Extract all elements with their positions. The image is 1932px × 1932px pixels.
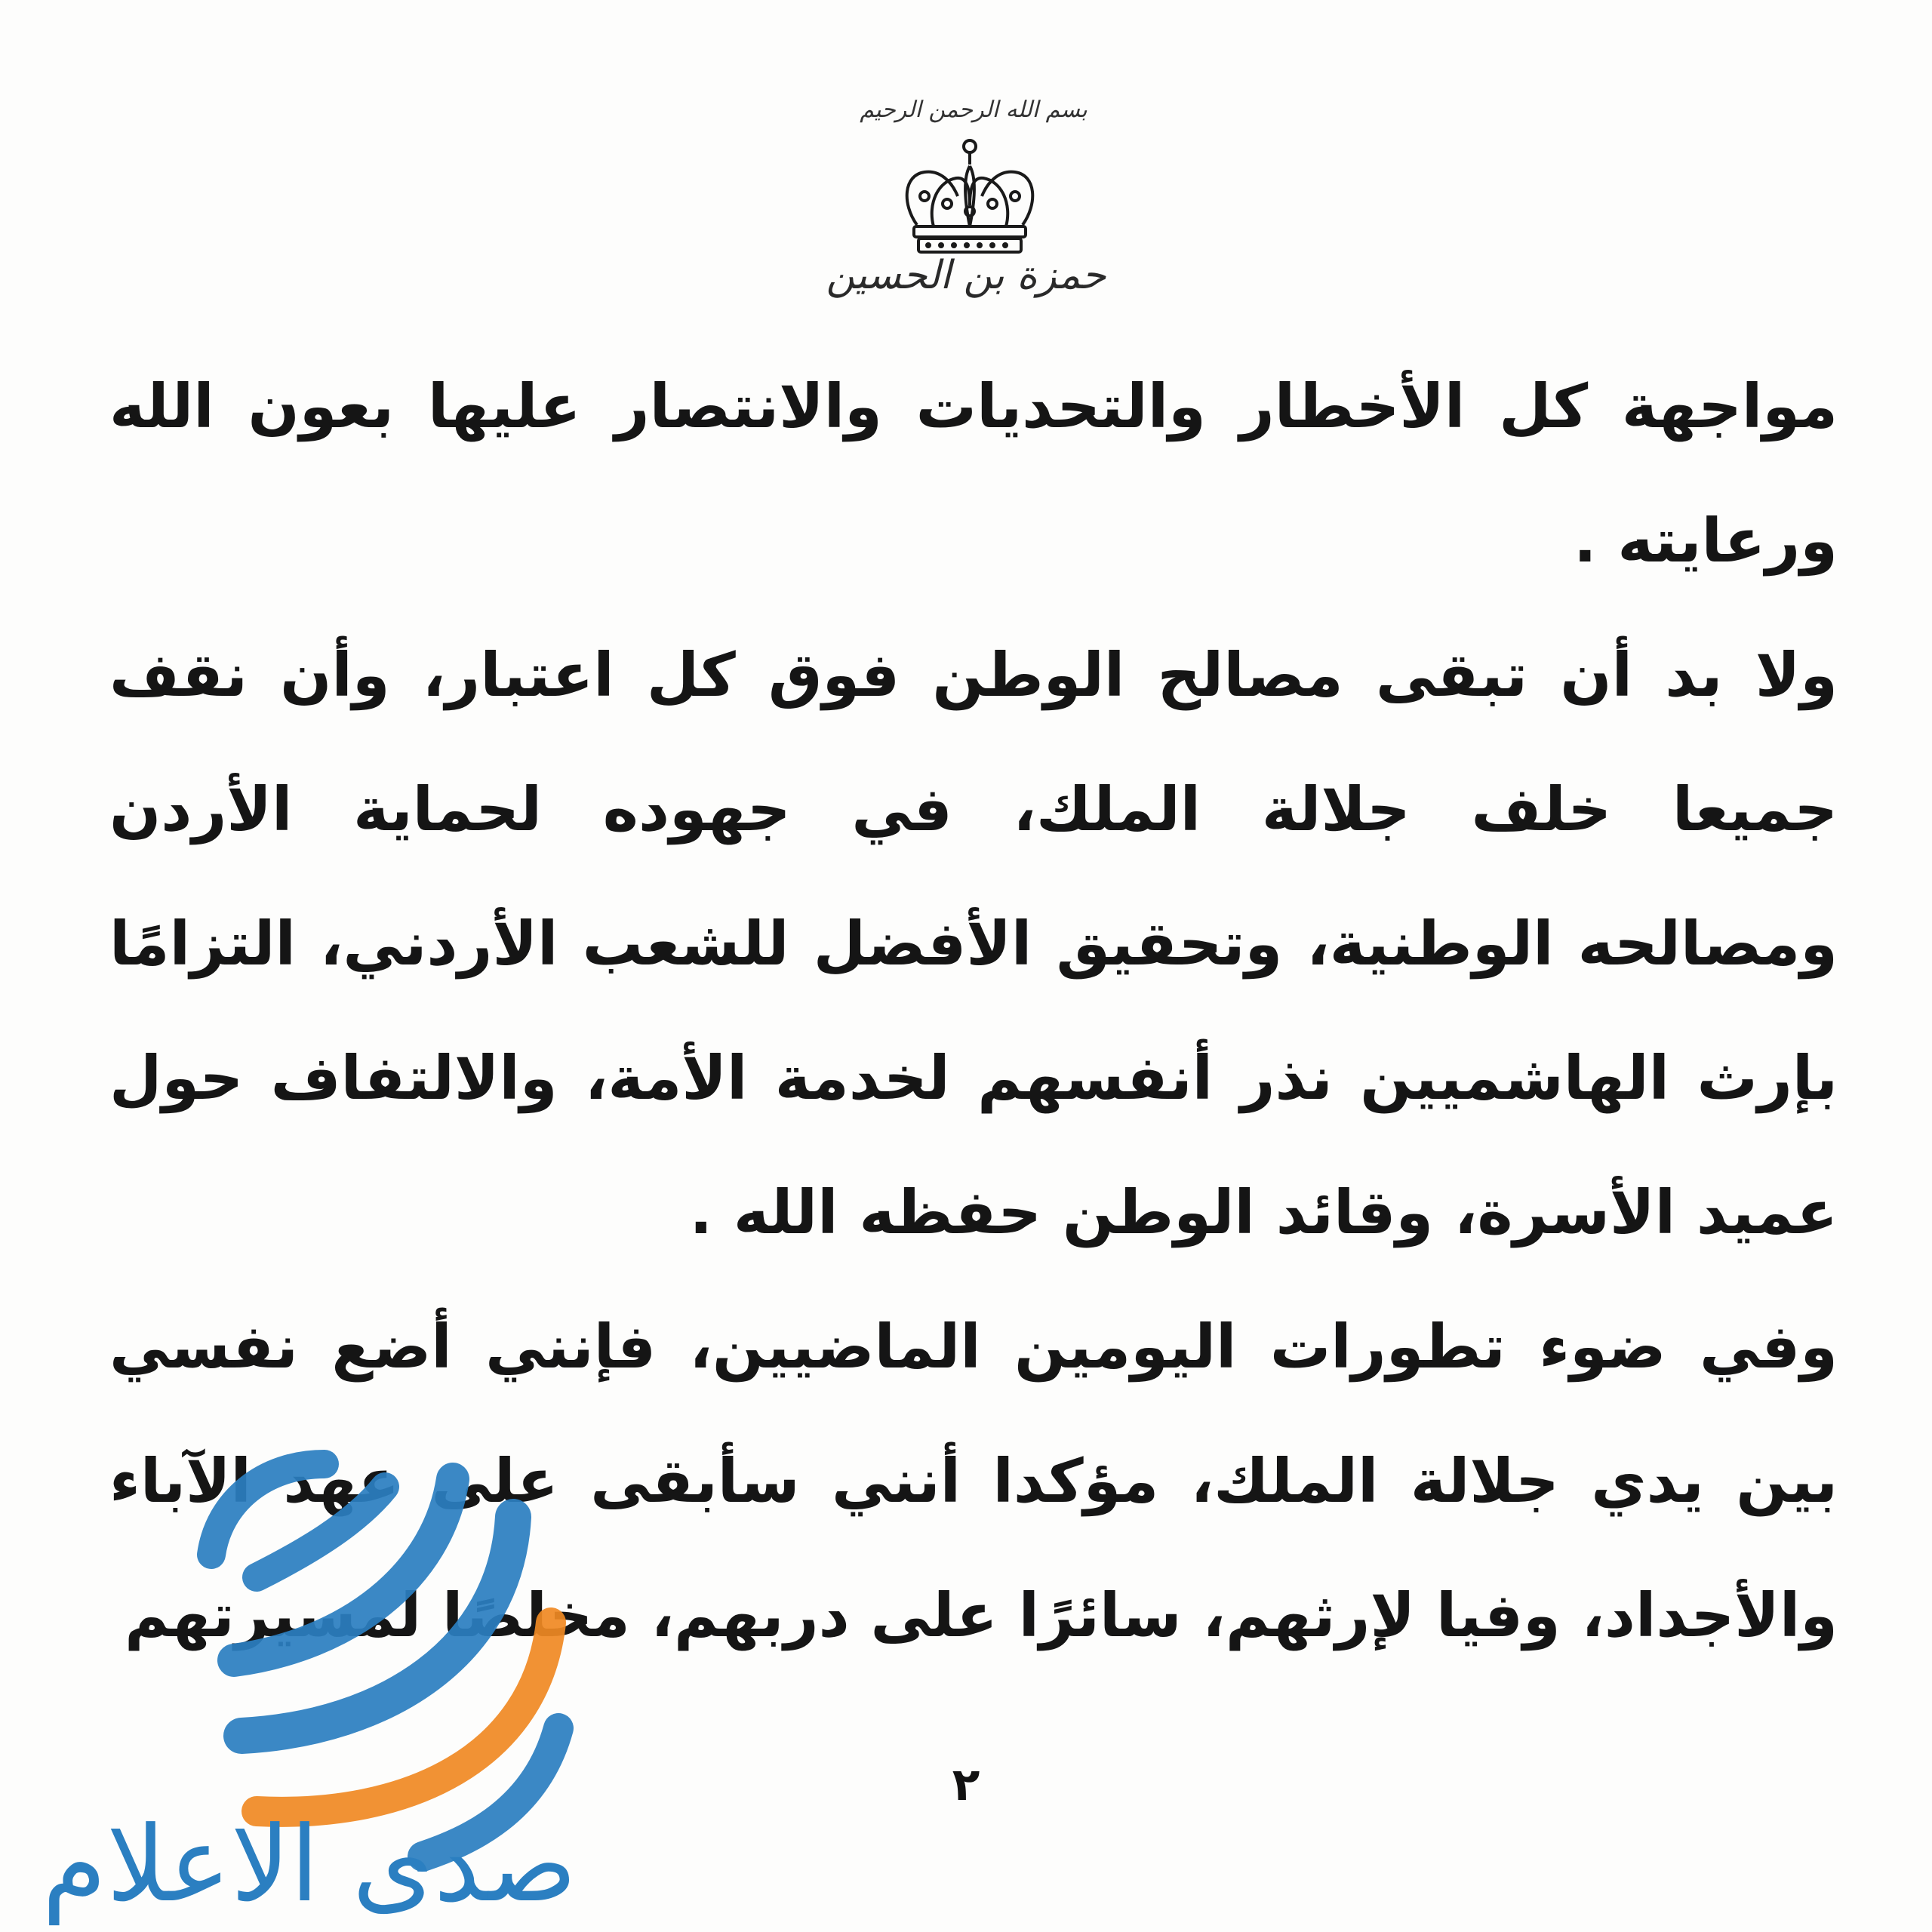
watermark-label: صدى الاعلام <box>42 1804 577 1925</box>
page-number: ٢ <box>952 1758 980 1811</box>
paragraph-2: ولا بد أن تبقى مصالح الوطن فوق كل اعتبار، وأن نقف جميعا خلف جلالة الملك، في جهوده لحماية الأردن ومصالحه الوطنية، وتحقيق الأفضل للشعب الأردني، التزامًا بإرث الهاشميين نذر أنفسهم لخدمة الأمة، والالتفاف حول عميد الأسرة، وقائد الوطن حفظه الله . <box>109 640 1838 1247</box>
basmala-text: بسم الله الرحمن الرحيم <box>860 97 1088 123</box>
paragraph-1: مواجهة كل الأخطار والتحديات والانتصار عليها بعون الله ورعايته . <box>109 371 1838 576</box>
crown-icon <box>894 136 1045 264</box>
signature-text: حمزة بن الحسين <box>826 253 1106 298</box>
letterhead <box>777 83 1106 309</box>
paragraph-3: وفي ضوء تطورات اليومين الماضيين، فإنني أضع نفسي بين يدي جلالة الملك، مؤكدا أنني سأبقى على عهد الآباء والأجداد، وفيا لإرثهم، سائرًا على دربهم، مخلصًا لمسيرتهم <box>109 1312 1838 1651</box>
